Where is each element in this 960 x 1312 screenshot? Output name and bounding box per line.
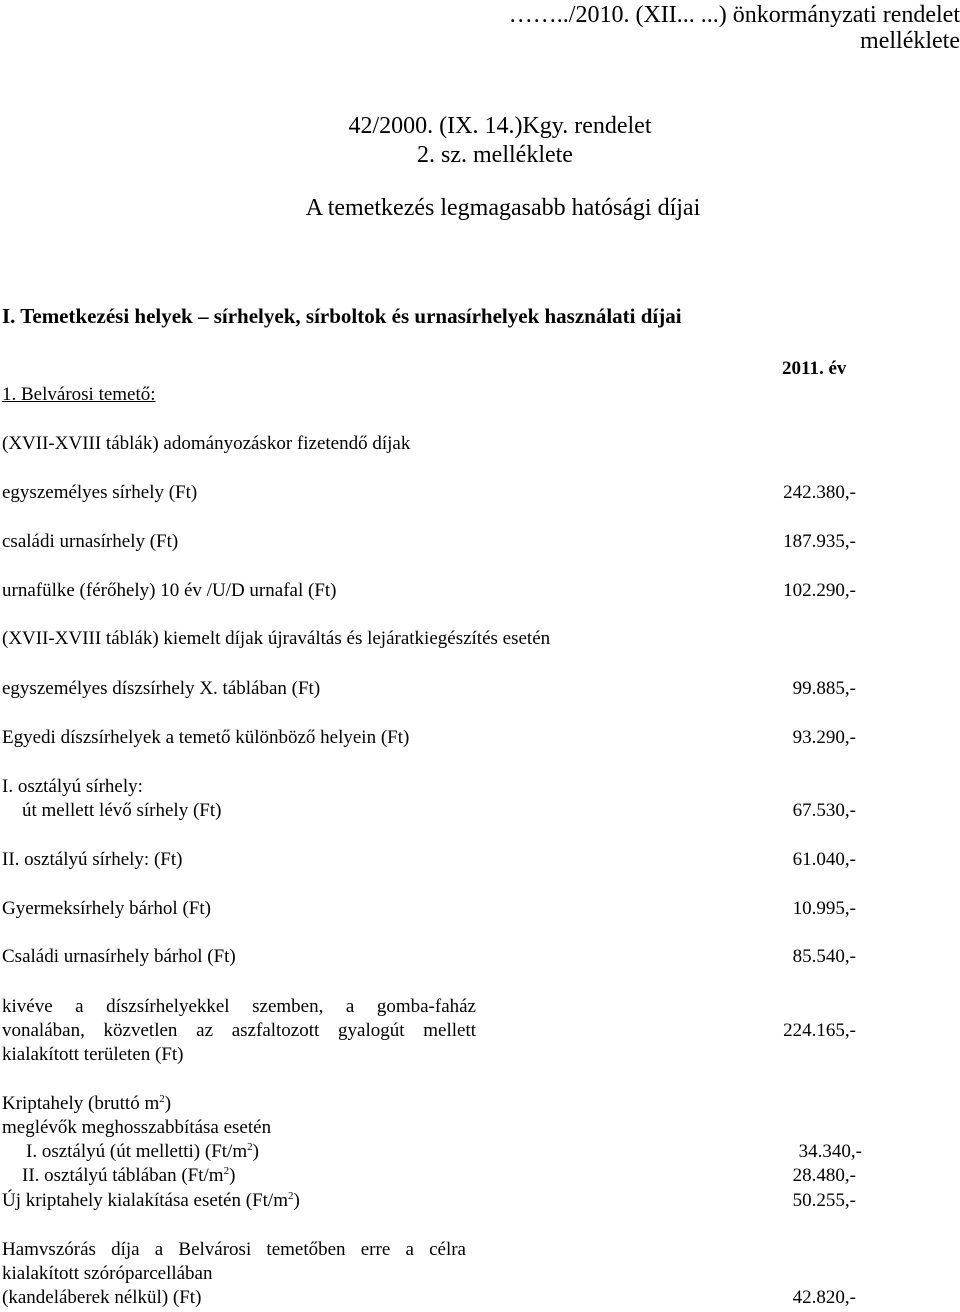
crypt-item-value: 28.480,-	[792, 1165, 856, 1186]
crypt-item-label: II. osztályú táblában $(Ft/m^2)$	[22, 1165, 236, 1186]
scattering-value: 42.820,-	[792, 1287, 856, 1308]
crypt-new-value: 50.255,-	[792, 1190, 856, 1211]
fee-label-line: kialakított területen (Ft)	[2, 1044, 184, 1065]
decree-annex: 2. sz. melléklete	[417, 142, 573, 168]
ordinance-annex-label: melléklete	[860, 28, 960, 54]
fee-label: urnafülke (férőhely) 10 év /U/D urnafal (Ft)	[2, 580, 337, 601]
scattering-label-line: (kandeláberek nélkül) (Ft)	[2, 1287, 202, 1308]
fee-label: egyszemélyes díszsírhely X. táblában (Ft)	[2, 678, 321, 699]
fee-value: 93.290,-	[792, 727, 856, 748]
group1-heading: (XVII-XVIII táblák) adományozáskor fizetendő díjak	[2, 433, 411, 454]
fee-label: II. osztályú sírhely: (Ft)	[2, 849, 183, 870]
scattering-label-line: Hamvszórás díja a Belvárosi temetőben erre a célra	[2, 1239, 466, 1260]
crypt-new-label: Új kriptahely kialakítása esetén $(Ft/m^2)$	[2, 1190, 300, 1211]
crypt-extension-heading: meglévők meghosszabbítása esetén	[2, 1117, 272, 1138]
group2-heading: (XVII-XVIII táblák) kiemelt díjak újraváltás és lejáratkiegészítés esetén	[2, 628, 551, 649]
fee-label: I. osztályú sírhely:	[2, 776, 143, 797]
fee-value: 61.040,-	[792, 849, 856, 870]
scattering-label-line: kialakított szóróparcellában	[2, 1263, 213, 1284]
fee-value: 10.995,-	[792, 898, 856, 919]
fee-value: 99.885,-	[792, 678, 856, 699]
fee-value: 224.165,-	[783, 1020, 856, 1041]
fee-label: Gyermeksírhely bárhol (Ft)	[2, 898, 211, 919]
crypt-item-value: 34.340,-	[798, 1141, 862, 1162]
crypt-item-label: I. osztályú (út melletti) $(Ft/m^2)$	[26, 1141, 259, 1162]
fee-label-line: kivéve a díszsírhelyekkel szemben, a gomba-faház	[2, 996, 476, 1017]
document-title: A temetkezés legmagasabb hatósági díjai	[305, 195, 701, 221]
fee-label-line: vonalában, közvetlen az aszfaltozott gyalogút mellett	[2, 1020, 476, 1041]
fee-value: 102.290,-	[783, 580, 856, 601]
decree-number: 42/2000. (IX. 14.)Kgy. rendelet	[348, 113, 652, 139]
section-title: I. Temetkezési helyek – sírhelyek, sírboltok és urnasírhelyek használati díjai	[2, 304, 682, 328]
fee-label: családi urnasírhely (Ft)	[2, 531, 179, 552]
year-label: 2011. év	[782, 358, 847, 379]
fee-value: 242.380,-	[783, 482, 856, 503]
crypt-heading: Kriptahely (bruttó $m^2$)	[2, 1093, 172, 1114]
fee-label: Egyedi díszsírhelyek a temető különböző helyein (Ft)	[2, 727, 410, 748]
ordinance-reference: ……../2010. (XII... ...) önkormányzati rendelet	[508, 2, 960, 28]
fee-label: egyszemélyes sírhely (Ft)	[2, 482, 198, 503]
fee-sublabel: út mellett lévő sírhely (Ft)	[22, 800, 222, 821]
fee-value: 85.540,-	[792, 946, 856, 967]
fee-value: 67.530,-	[792, 800, 856, 821]
cemetery-heading	[2, 383, 156, 407]
fee-label: Családi urnasírhely bárhol (Ft)	[2, 946, 236, 967]
cemetery-heading-text: 1. Belvárosi temető:	[2, 384, 156, 405]
fee-value: 187.935,-	[783, 531, 856, 552]
